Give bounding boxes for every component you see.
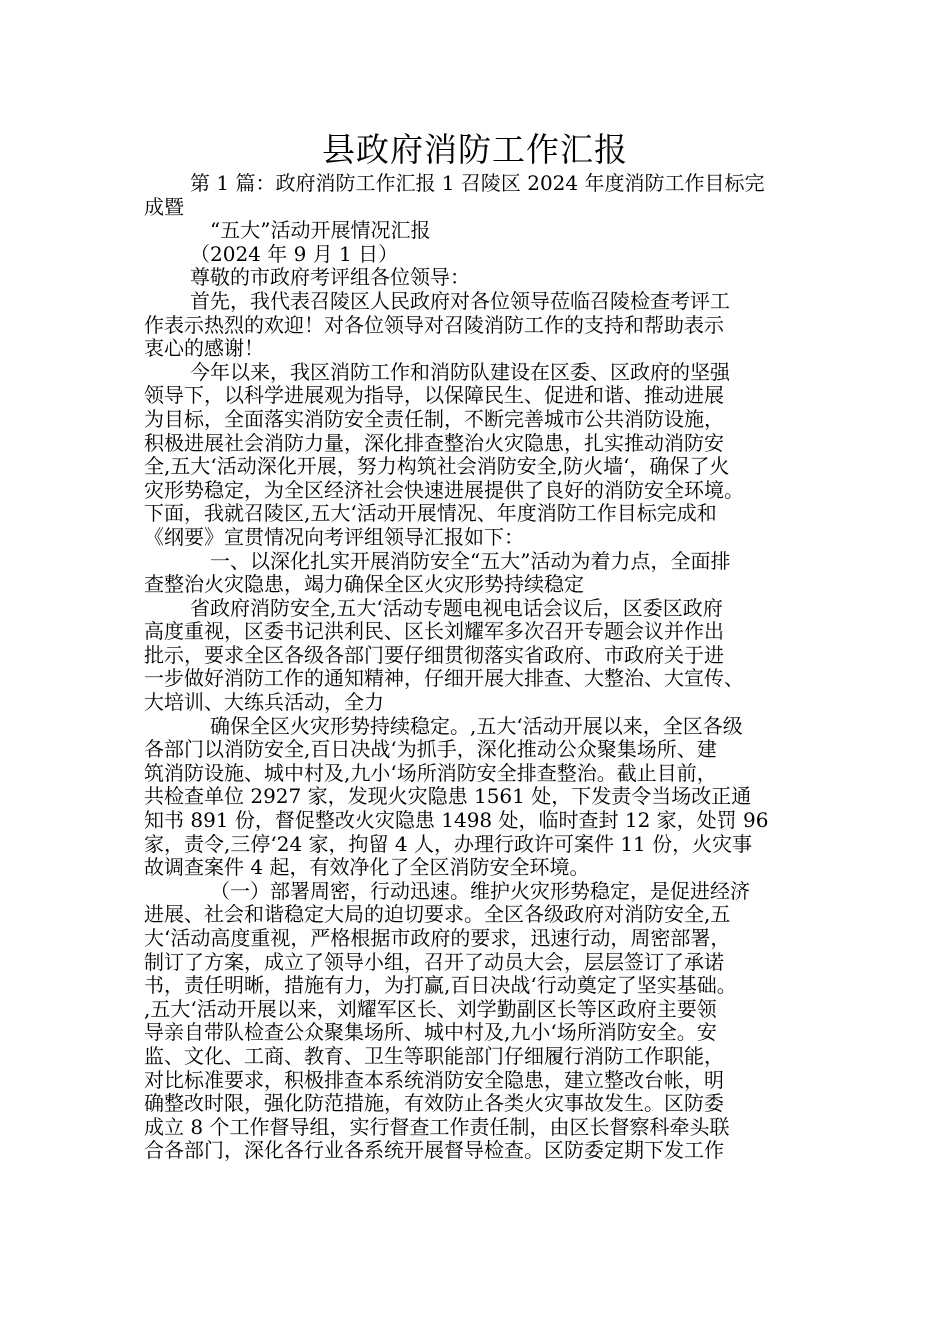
body-line: 高度重视，区委书记洪利民、区长刘耀军多次召开专题会议并作出 — [144, 619, 724, 644]
body-line: 知书 891 份，督促整改火灾隐患 1498 处，临时查封 12 家，处罚 96 — [144, 808, 769, 833]
body-line: （一）部署周密，行动迅速。维护火灾形势稳定，是促进经济 — [210, 878, 750, 903]
body-line: 故调查案件 4 起，有效净化了全区消防安全环境。 — [144, 855, 590, 880]
body-line: 家，责令,三停‘24 家，拘留 4 人，办理行政许可案件 11 份，火灾事 — [144, 831, 753, 856]
body-line: 第 1 篇：政府消防工作汇报 1 召陵区 2024 年度消防工作目标完 — [190, 171, 765, 195]
body-line: 一步做好消防工作的通知精神，仔细开展大排查、大整治、大宣传、 — [144, 666, 744, 691]
body-line: 大‘活动高度重视，严格根据市政府的要求，迅速行动，周密部署， — [144, 926, 731, 950]
body-line: 各部门以消防安全,百日决战‘为抓手，深化推动公众聚集场所、建 — [144, 737, 717, 762]
body-line: 全,五大‘活动深化开展，努力构筑社会消防安全,防火墙‘，确保了火 — [144, 454, 730, 479]
body-line: 书，责任明晰，措施有力，为打赢,百日决战‘行动奠定了坚实基础。 — [144, 973, 737, 998]
body-line: 制订了方案，成立了领导小组，召开了动员大会，层层签订了承诺 — [144, 949, 724, 974]
document-title: 县政府消防工作汇报 — [322, 130, 628, 169]
body-line: 一、以深化扎实开展消防安全“五大”活动为着力点，全面排 — [210, 548, 731, 573]
body-line: 《纲要》宣贯情况向考评组领导汇报如下： — [144, 524, 524, 549]
body-line: 尊敬的市政府考评组各位领导： — [190, 265, 470, 290]
body-line: 成立 8 个工作督导组，实行督查工作责任制，由区长督察科牵头联 — [144, 1114, 730, 1139]
body-line: 今年以来，我区消防工作和消防队建设在区委、区政府的坚强 — [190, 359, 730, 384]
body-line: （2024 年 9 月 1 日） — [190, 241, 399, 266]
body-line: 领导下，以科学进展观为指导，以保障民生、促进和谐、推动进展 — [144, 383, 724, 408]
body-line: 灾形势稳定，为全区经济社会快速进展提供了良好的消防安全环境。 — [144, 477, 744, 502]
body-line: 下面，我就召陵区,五大‘活动开展情况、年度消防工作目标完成和 — [144, 501, 717, 526]
body-line: 确整改时限，强化防范措施，有效防止各类火灾事故发生。区防委 — [144, 1091, 724, 1116]
body-line: 查整治火灾隐患，竭力确保全区火灾形势持续稳定 — [144, 572, 584, 597]
body-line: 衷心的感谢！ — [144, 336, 264, 361]
body-line: 作表示热烈的欢迎！对各位领导对召陵消防工作的支持和帮助表示 — [144, 312, 724, 337]
body-line: 导亲自带队检查公众聚集场所、城中村及,九小‘场所消防安全。安 — [144, 1020, 717, 1045]
body-line: 确保全区火灾形势持续稳定。,五大‘活动开展以来，全区各级 — [210, 713, 743, 738]
body-line: 监、文化、工商、教育、卫生等职能部门仔细履行消防工作职能， — [144, 1043, 724, 1068]
body-line: 对比标准要求，积极排查本系统消防安全隐患，建立整改台帐，明 — [144, 1067, 724, 1092]
body-line: 共检查单位 2927 家，发现火灾隐患 1561 处，下发责令当场改正通 — [144, 784, 752, 809]
body-line: 为目标，全面落实消防安全责任制，不断完善城市公共消防设施， — [144, 406, 724, 431]
body-line: 大培训、大练兵活动，全力 — [144, 690, 384, 715]
body-line: 成暨 — [144, 194, 184, 219]
body-line: 进展、社会和谐稳定大局的迫切要求。全区各级政府对消防安全,五 — [144, 902, 731, 927]
body-line: ,五大‘活动开展以来，刘耀军区长、刘学勤副区长等区政府主要领 — [144, 996, 717, 1021]
body-line: 省政府消防安全,五大‘活动专题电视电话会议后，区委区政府 — [190, 595, 723, 620]
body-line: 批示，要求全区各级各部门要仔细贯彻落实省政府、市政府关于进 — [144, 642, 724, 667]
body-line: 首先，我代表召陵区人民政府对各位领导莅临召陵检查考评工 — [190, 288, 730, 313]
body-line: 筑消防设施、城中村及,九小‘场所消防安全排查整治。截止目前， — [144, 760, 717, 785]
body-line: “五大”活动开展情况汇报 — [210, 218, 431, 243]
body-line: 合各部门，深化各行业各系统开展督导检查。区防委定期下发工作 — [144, 1138, 724, 1163]
body-line: 积极进展社会消防力量，深化排查整治火灾隐患，扎实推动消防安 — [144, 430, 724, 455]
document-body — [144, 172, 834, 1163]
